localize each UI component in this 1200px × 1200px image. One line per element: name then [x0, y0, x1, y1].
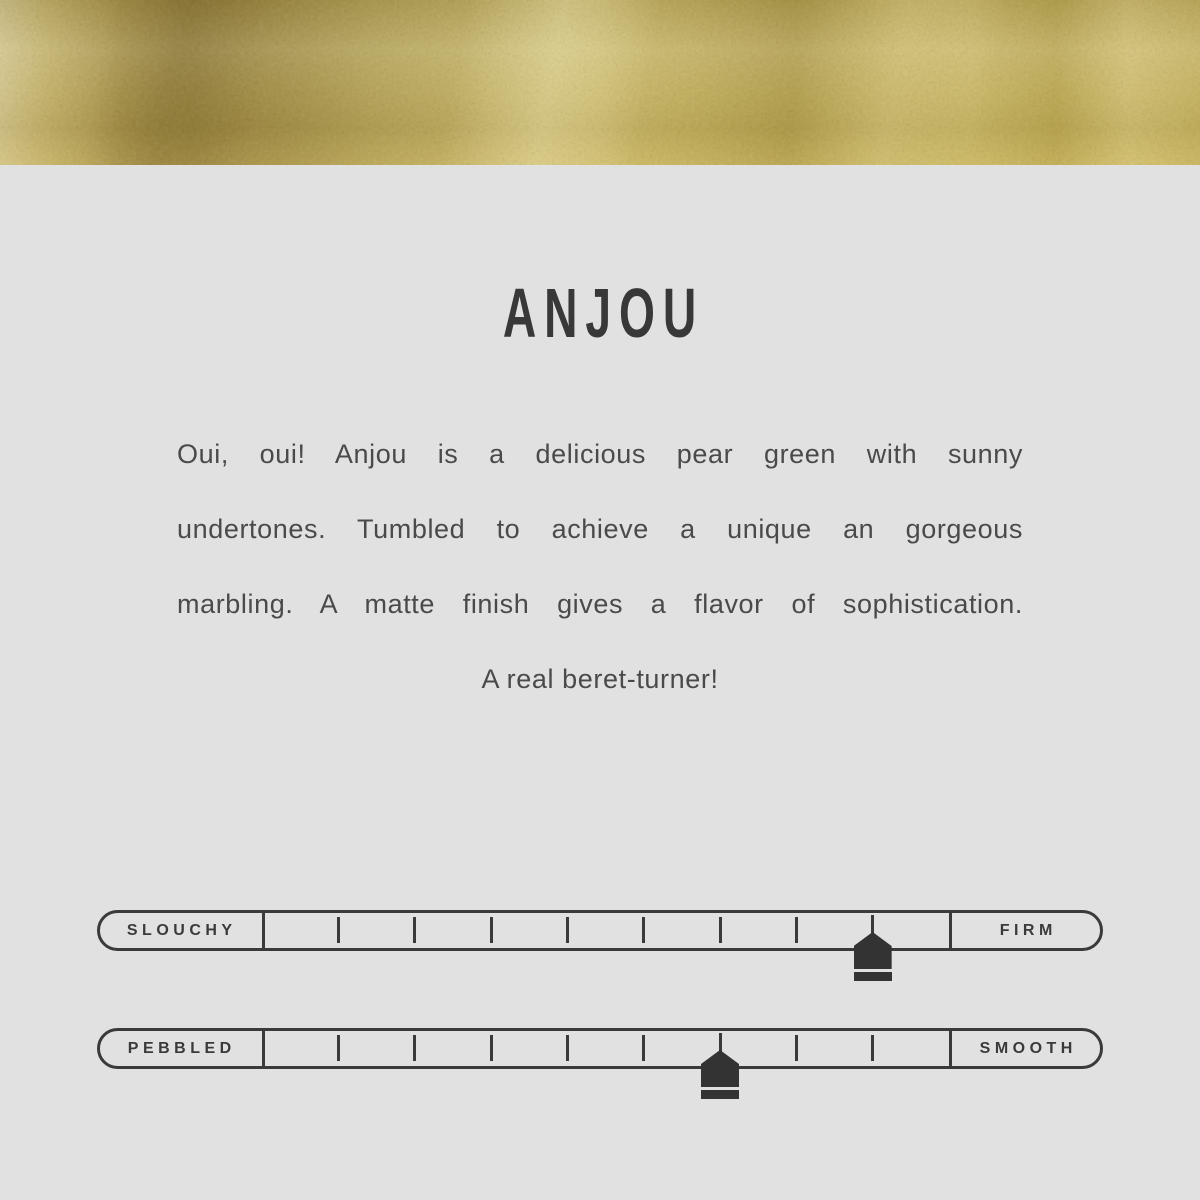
scale-label-smooth: SMOOTH	[979, 1039, 1077, 1057]
leather-texture-banner	[0, 0, 1200, 165]
tick-mark	[413, 1035, 416, 1061]
scale-label-pebbled: PEBBLED	[127, 1039, 236, 1057]
scale-label-firm: FIRM	[999, 921, 1057, 939]
tick-mark	[566, 1035, 569, 1061]
tick-mark	[337, 1035, 340, 1061]
texture-scale	[97, 1028, 1103, 1103]
tick-mark	[413, 917, 416, 943]
page-title: ANJOU	[503, 274, 705, 352]
tick-mark	[795, 1035, 798, 1061]
marker-stem	[871, 915, 874, 934]
tick-mark	[719, 917, 722, 943]
leather-grain-texture	[0, 0, 1200, 165]
tick-mark	[795, 917, 798, 943]
tick-mark	[490, 1035, 493, 1061]
marker-base-bar	[701, 1090, 739, 1099]
description-line: A real beret-turner!	[481, 664, 719, 694]
tick-mark	[337, 917, 340, 943]
scale-label-slouchy: SLOUCHY	[126, 921, 237, 939]
tick-mark	[566, 917, 569, 943]
description-line: Oui, oui! Anjou is a delicious pear green with sunny	[177, 439, 1023, 469]
tick-mark	[642, 1035, 645, 1061]
marker-stem	[719, 1033, 722, 1052]
firmness-marker-icon	[853, 910, 893, 985]
color-description	[177, 417, 1023, 717]
marker-base-bar	[854, 972, 892, 981]
texture-marker-icon	[700, 1028, 740, 1103]
description-line: marbling. A matte finish gives a flavor of sophistication.	[177, 589, 1023, 619]
title-row	[0, 274, 1200, 352]
description-line: undertones. Tumbled to achieve a unique an gorgeous	[177, 514, 1023, 544]
scale-divider-left	[262, 1028, 265, 1069]
marker-pointer-icon	[701, 1050, 739, 1087]
firmness-scale	[97, 910, 1103, 985]
tick-mark	[642, 917, 645, 943]
tick-mark	[490, 917, 493, 943]
scale-divider-left	[262, 910, 265, 951]
tick-mark	[871, 1035, 874, 1061]
marker-pointer-icon	[854, 932, 892, 969]
